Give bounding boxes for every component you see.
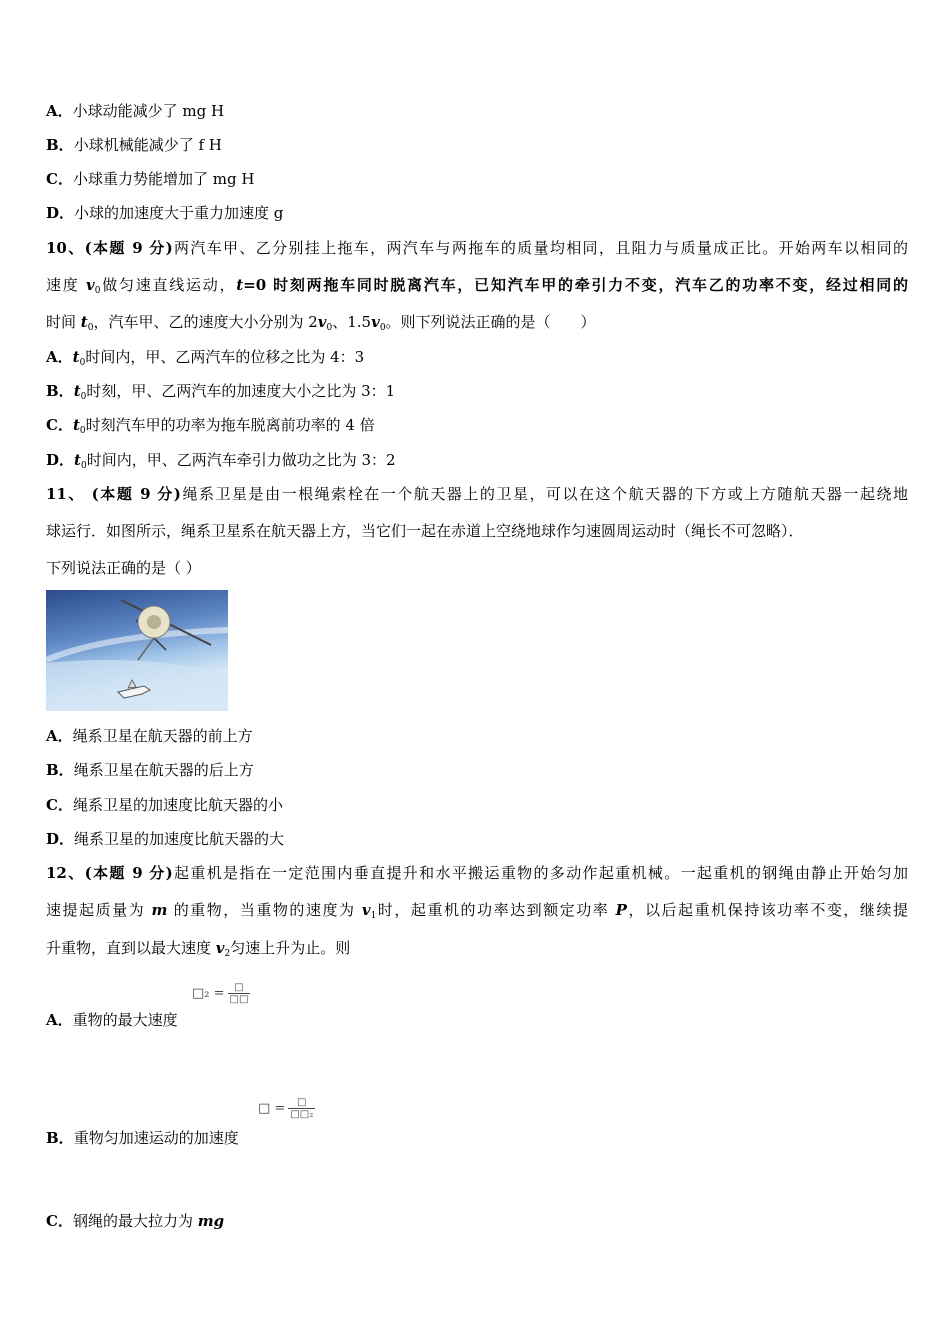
q11-stem-line3: 下列说法正确的是（ ） — [46, 559, 201, 577]
q9-option-c: C．小球重力势能增加了 mg H — [46, 170, 255, 188]
q10-option-c: C．$t_0$时刻汽车甲的功率为拖车脱离前功率的 4 倍 — [46, 416, 375, 436]
q12-stem-line1: 12、(本题 9 分)起重机是指在一定范围内垂直提升和水平搬运重物的多动作起重机械。一起重机的钢绳由静止开始匀加 — [46, 864, 909, 882]
q12-option-a: A．重物的最大速度 — [46, 1011, 178, 1029]
q11-option-d: D．绳系卫星的加速度比航天器的大 — [46, 830, 285, 848]
q12-option-c: C．钢绳的最大拉力为 mg — [46, 1212, 225, 1230]
tethered-satellite-photo — [46, 590, 228, 711]
q10-option-d: D．$t_0$时间内，甲、乙两汽车牵引力做功之比为 3：2 — [46, 451, 396, 471]
q10-option-b: B．$t_0$时刻，甲、乙两汽车的加速度大小之比为 3：1 — [46, 382, 396, 402]
q12-stem-line2: 速提起质量为 m 的重物，当重物的速度为 $v_1$时，起重机的功率达到额定功率 P，以后起重机保持该功率不变，继续提 — [46, 901, 908, 921]
q11-stem-line2: 球运行．如图所示，绳系卫星系在航天器上方，当它们一起在赤道上空绕地球作匀速圆周运动时（绳长不可忽略）． — [46, 522, 804, 540]
q10-stem-line3: 时间 $t_0$，汽车甲、乙的速度大小分别为 $2v_0$、$1.5v_0$。则下列说法正确的是（ ） — [46, 313, 596, 333]
q12-stem-line3: 升重物，直到以最大速度 $v_2$匀速上升为止。则 — [46, 939, 351, 959]
q9-option-b: B．小球机械能减少了 f H — [46, 136, 222, 154]
q12-option-b: B．重物匀加速运动的加速度 — [46, 1129, 239, 1147]
q10-stem-line2: 速度 $v_0$做匀速直线运动，t=0 时刻两拖车同时脱离汽车，已知汽车甲的牵引力不变，汽车乙的功率不变，经过相同的 — [46, 276, 908, 296]
q10-option-a: A．$t_0$时间内，甲、乙两汽车的位移之比为 4：3 — [46, 348, 365, 368]
q11-option-c: C．绳系卫星的加速度比航天器的小 — [46, 796, 283, 814]
formula-acceleration: □ = $\frac{□}{\text{□□₂}}$ — [258, 1097, 314, 1120]
q11-option-b: B．绳系卫星在航天器的后上方 — [46, 761, 254, 779]
q9-option-a: A．小球动能减少了 mg H — [46, 102, 225, 120]
q10-stem-line1: 10、(本题 9 分)两汽车甲、乙分别挂上拖车，两汽车与两拖车的质量均相同，且阻力与质量成正比。开始两车以相同的 — [46, 239, 909, 257]
formula-max-velocity: □₂ = $\frac{□}{□□}$ — [192, 982, 249, 1005]
satellite-illustration — [46, 590, 228, 711]
q11-stem-line1: 11、 (本题 9 分)绳系卫星是由一根绳索栓在一个航天器上的卫星，可以在这个航天器的下方或上方随航天器一起绕地 — [46, 485, 909, 503]
q9-option-d: D．小球的加速度大于重力加速度 g — [46, 204, 284, 222]
q11-option-a: A．绳系卫星在航天器的前上方 — [46, 727, 253, 745]
